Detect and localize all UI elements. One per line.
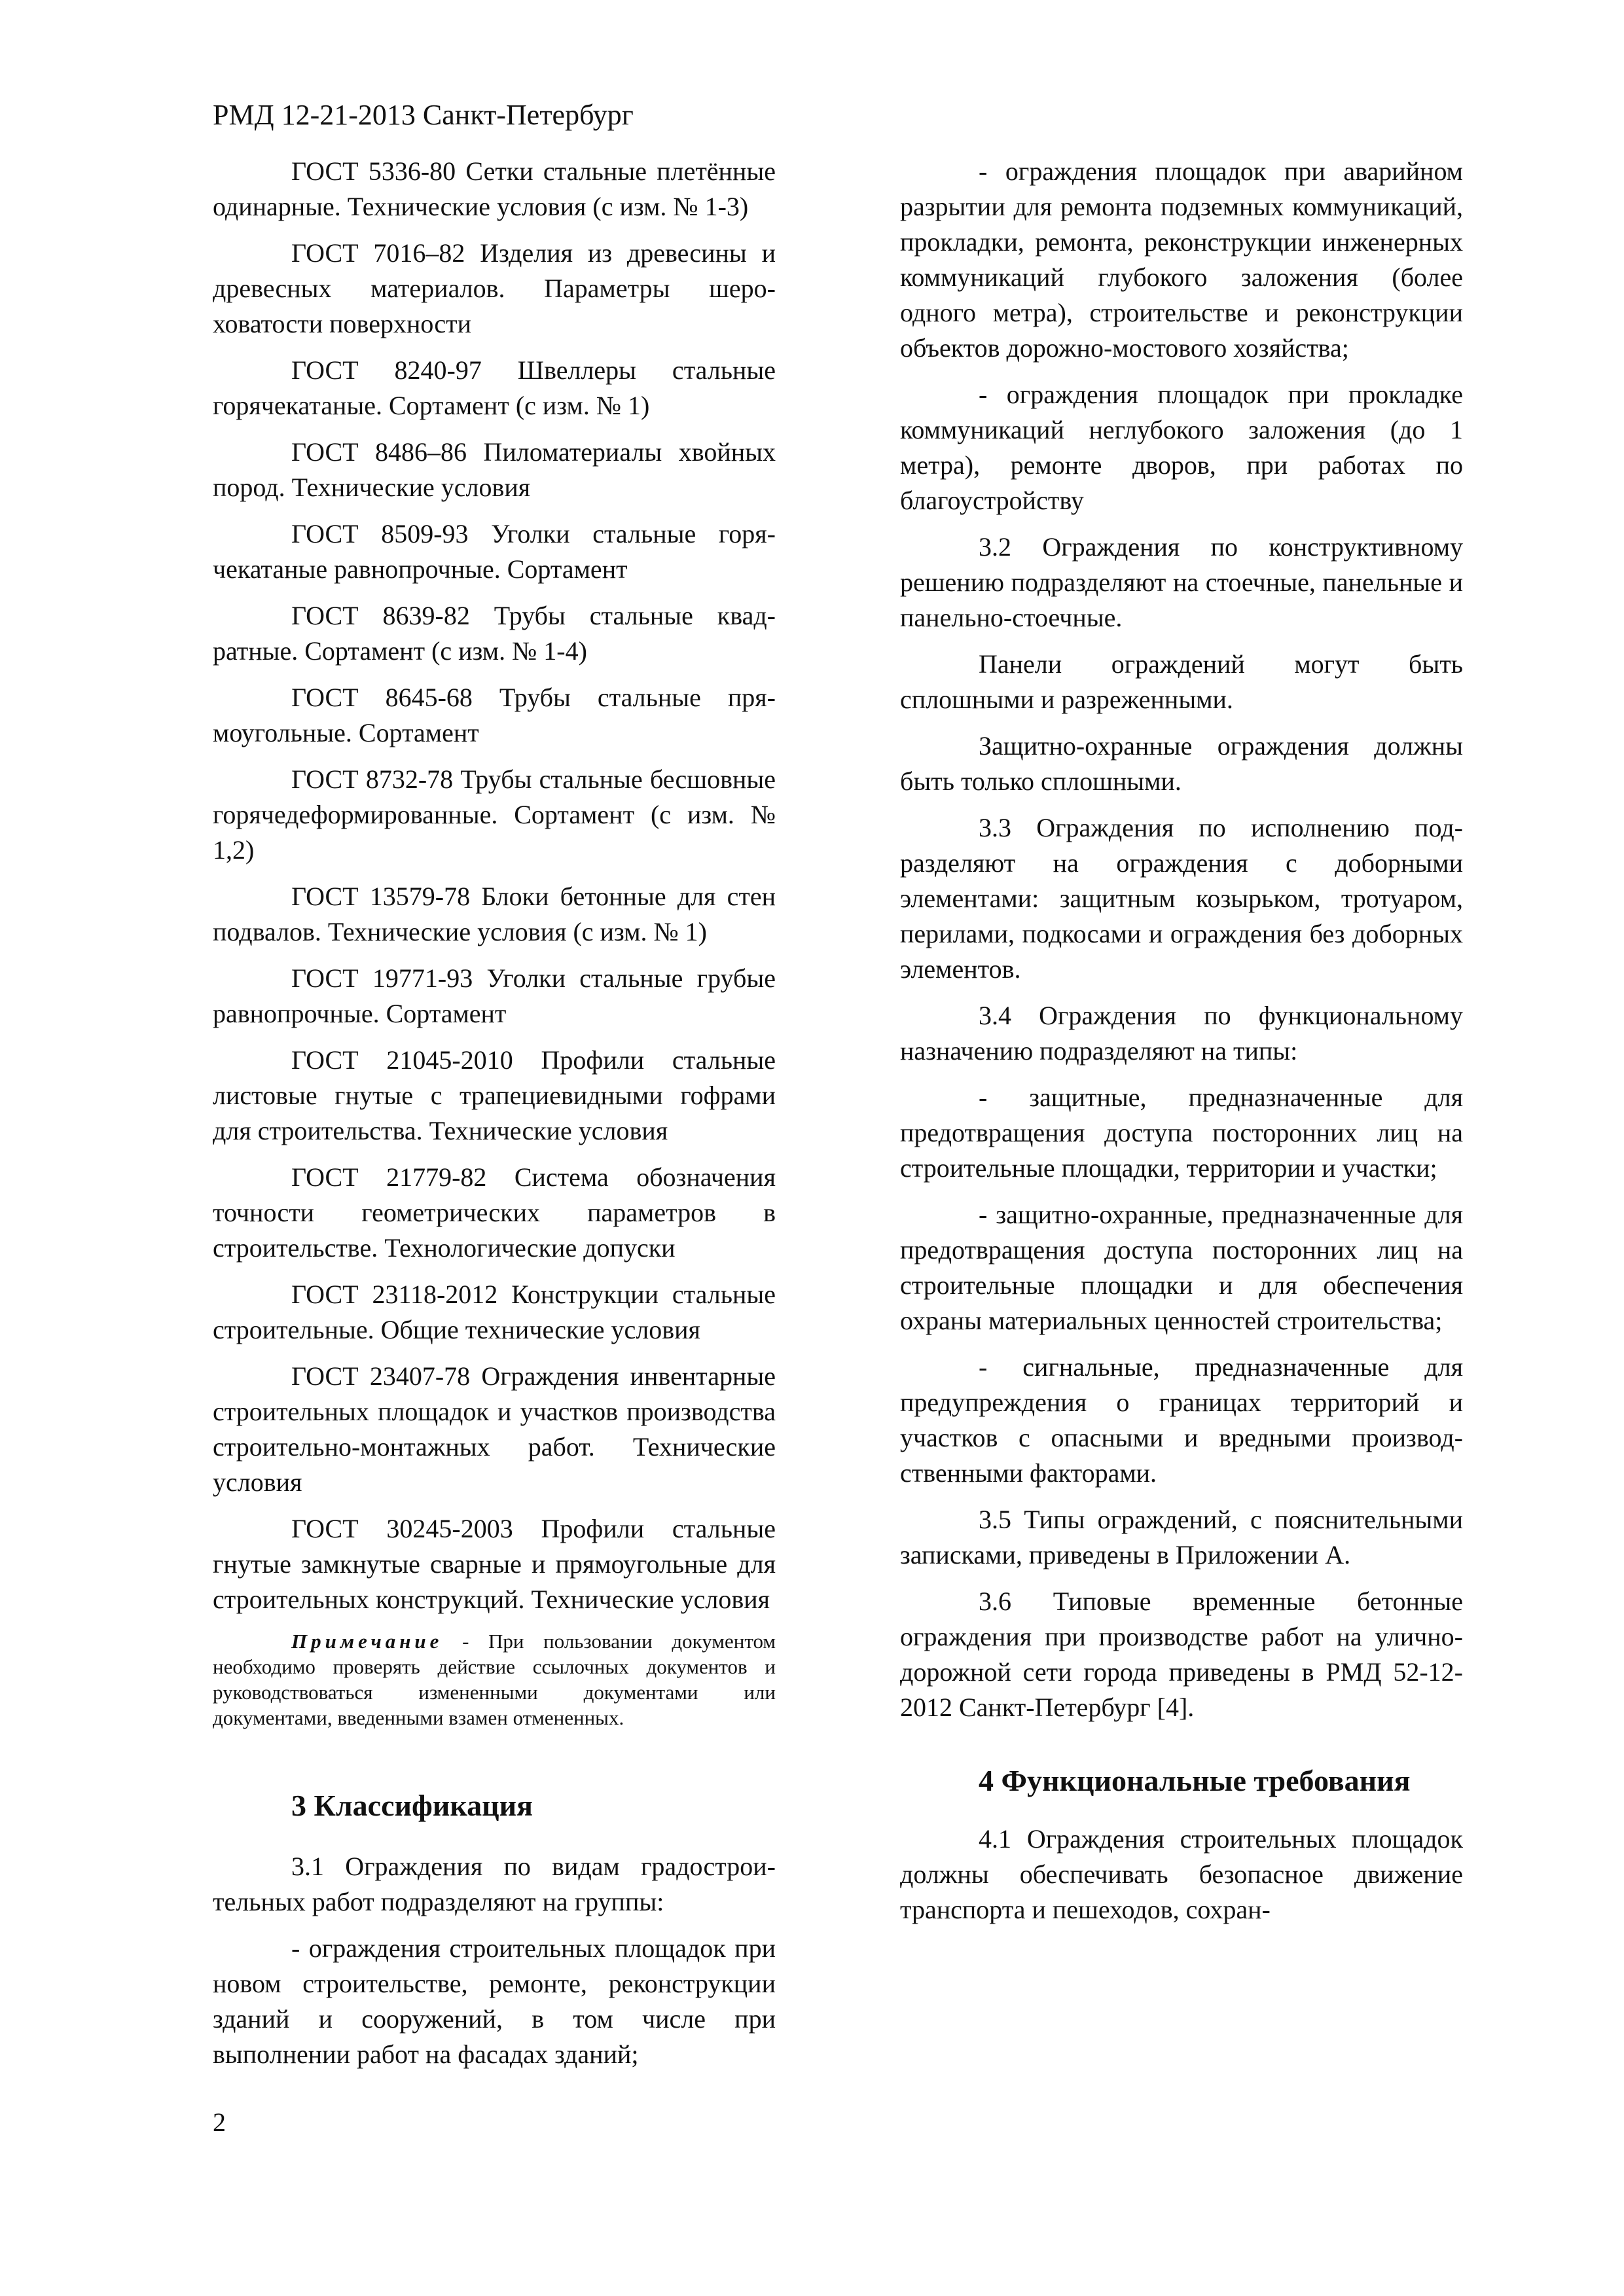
paragraph-3-5: 3.5 Типы ограждений, с пояснительными записками, приведены в Приложении А. [900, 1505, 1463, 1570]
reference-item: ГОСТ 8240-97 Швеллеры стальные горячекатаные. Сортамент (с изм. № 1) [213, 355, 776, 420]
reference-item: ГОСТ 21779-82 Система обозначения точности геометрических параметров в строительстве. Технологические допуски [213, 1162, 776, 1263]
reference-item: ГОСТ 7016–82 Изделия из древесины и древесных материалов. Параметры шероховатости поверхности [213, 238, 776, 338]
list-item-group-shallow: - ограждения площадок при прокладке коммуникаций неглубокого заложения (до 1 метра), ремонте дворов, при работах по благоустройству [900, 380, 1463, 515]
reference-item: ГОСТ 19771-93 Уголки стальные грубые равнопрочные. Сортамент [213, 963, 776, 1028]
type-signal: - сигнальные, предназначенные для предупреждения о границах территорий и участков с опасными и вредными производственными факторами. [900, 1352, 1463, 1488]
page-header: РМД 12-21-2013 Санкт-Петербург [213, 99, 634, 131]
left-column [213, 154, 776, 2083]
reference-item: ГОСТ 8732-78 Трубы стальные бесшовные горячедеформированные. Сортамент (с изм. № 1,2) [213, 764, 776, 865]
note-label: Примечание [291, 1630, 443, 1653]
reference-item: ГОСТ 30245-2003 Профили стальные гнутые замкнутые сварные и прямоугольные для строительных конструкций. Технические условия [213, 1514, 776, 1614]
note-text: - При пользовании документом необходимо проверять действие ссылочных документов и руководствоваться измененными документами или документами, введенными взамен отмененных. [213, 1630, 776, 1729]
reference-item: ГОСТ 23407-78 Ограждения инвентарные строительных площадок и участков производства строительно-монтажных работ. Технические условия [213, 1361, 776, 1497]
type-protective: - защитные, предназначенные для предотвращения доступа посторонних лиц на строительные площадки, территории и участки; [900, 1083, 1463, 1183]
section-3-heading: 3 Классификация [291, 1789, 533, 1822]
list-item-group-new-construction: - ограждения строительных площадок при новом строительстве, ремонте, реконструкции зданий и сооружений, в том числе при выполнении работ на фасадах зданий; [213, 1933, 776, 2069]
reference-item: ГОСТ 8509-93 Уголки стальные горячекатаные равнопрочные. Сортамент [213, 519, 776, 584]
paragraph-3-3: 3.3 Ограждения по исполнению подразделяют на ограждения с доборными элементами: защитным козырьком, тротуаром, перилами, подкосами и ограждения без доборных элементов. [900, 813, 1463, 984]
paragraph-4-1: 4.1 Ограждения строительных площадок должны обеспечивать безопасное движение транспорта и пешеходов, сохран- [900, 1824, 1463, 1924]
type-protective-guard: - защитно-охранные, предназначенные для предотвращения доступа посторонних лиц на строительные площадки и для обеспечения охраны материальных ценностей строительства; [900, 1200, 1463, 1335]
reference-item: ГОСТ 13579-78 Блоки бетонные для стен подвалов. Технические условия (с изм. № 1) [213, 882, 776, 946]
reference-item: ГОСТ 23118-2012 Конструкции стальные строительные. Общие технические условия [213, 1280, 776, 1344]
reference-item: ГОСТ 5336-80 Сетки стальные плетённые одинарные. Технические условия (с изм. № 1-3) [213, 156, 776, 221]
page-number: 2 [213, 2108, 226, 2137]
reference-item: ГОСТ 8486–86 Пиломатериалы хвойных пород. Технические условия [213, 437, 776, 502]
paragraph-3-1: 3.1 Ограждения по видам градостроительных работ подразделяют на группы: [213, 1852, 776, 1916]
paragraph-3-2-protective: Защитно-охранные ограждения должны быть только сплошными. [900, 731, 1463, 796]
right-column [900, 154, 1463, 1939]
paragraph-3-4: 3.4 Ограждения по функциональному назначению подразделяют на типы: [900, 1001, 1463, 1066]
paragraph-3-2: 3.2 Ограждения по конструктивному решению подразделяют на стоечные, панельные и панельно-стоечные. [900, 532, 1463, 632]
reference-item: ГОСТ 8639-82 Трубы стальные квадратные. Сортамент (с изм. № 1-4) [213, 601, 776, 666]
reference-note [213, 1628, 776, 1731]
paragraph-3-6: 3.6 Типовые временные бетонные ограждения при производстве работ на улично-дорожной сети города приведены в РМД 52-12-2012 Санкт-Петербург [4]. [900, 1587, 1463, 1722]
reference-item: ГОСТ 8645-68 Трубы стальные прямоугольные. Сортамент [213, 683, 776, 747]
list-item-group-emergency: - ограждения площадок при аварийном разрытии для ремонта подземных коммуникаций, прокладки, ремонта, реконструкции инженерных коммуникаций глубокого заложения (более одного метра), строительстве и реконструкции объектов дорожно-мостового хозяйства; [900, 156, 1463, 363]
section-4-heading: 4 Функциональные требования [979, 1764, 1411, 1797]
paragraph-3-2-panels: Панели ограждений могут быть сплошными и разреженными. [900, 649, 1463, 714]
reference-item: ГОСТ 21045-2010 Профили стальные листовые гнутые с трапециевидными гофрами для строительства. Технические условия [213, 1045, 776, 1145]
